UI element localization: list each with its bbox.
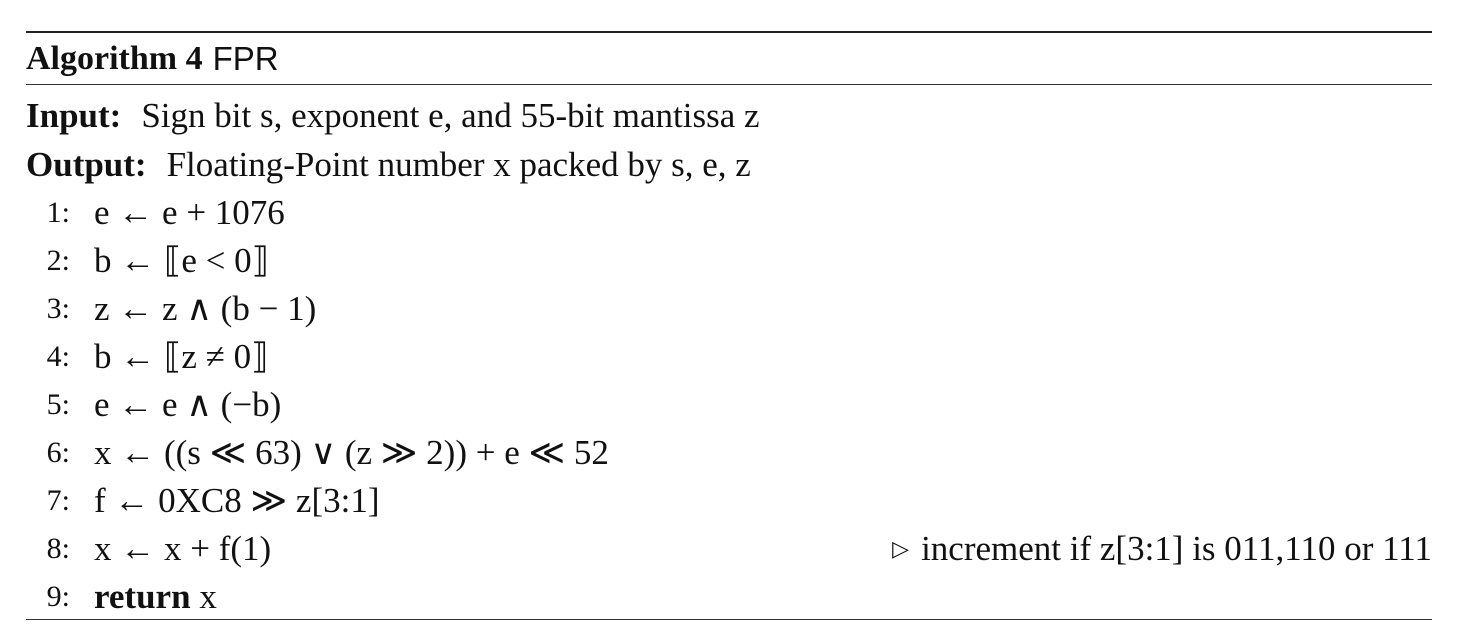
step-line [26,237,1432,285]
step-code: x ← x + f(1) [94,529,272,568]
step-line [26,189,1432,237]
input-line [26,91,1432,140]
input-text: Sign bit s, exponent e, and 55-bit mantissa z [141,95,760,135]
return-value: x [199,577,217,616]
line-number: 9: [46,580,70,613]
step-code: b ← ⟦e < 0⟧ [94,241,269,280]
step-code: x ← ((s ≪ 63) ∨ (z ≫ 2)) + e ≪ 52 [94,433,609,472]
step-line [26,285,1432,333]
step-code: b ← ⟦z ≠ 0⟧ [94,337,269,376]
output-line [26,140,1432,189]
line-number: 3: [46,292,70,325]
step-code [94,577,217,617]
line-number: 5: [46,388,70,421]
bottom-rule [26,619,1432,620]
step-code: f ← 0XC8 ≫ z[3:1] [94,481,380,520]
step-line [26,429,1432,477]
step-line [26,333,1432,381]
return-keyword: return [94,577,191,616]
line-number: 8: [46,532,70,565]
line-number: 4: [46,340,70,373]
algorithm-name: FPR [212,40,279,77]
line-number: 6: [46,436,70,469]
input-label: Input: [26,95,122,135]
line-number: 2: [46,244,70,277]
step-code: e ← e + 1076 [94,193,285,232]
title-rule [26,84,1432,85]
step-line [26,477,1432,525]
output-label: Output: [26,144,147,184]
step-line [26,573,1432,621]
step-comment [892,525,1432,573]
step-code: z ← z ∧ (b − 1) [94,289,317,328]
line-number: 7: [46,484,70,517]
output-text: Floating-Point number x packed by s, e, z [166,144,751,184]
algorithm-label: Algorithm 4 [26,39,203,77]
comment-triangle-icon: ▷ [892,536,910,561]
line-number: 1: [46,196,70,229]
algorithm-title [26,33,1432,84]
step-line [26,525,1432,573]
algorithm-block [26,31,1432,621]
step-line [26,381,1432,429]
step-code: e ← e ∧ (−b) [94,385,282,424]
comment-text: increment if z[3:1] is 011,110 or 111 [921,529,1432,568]
